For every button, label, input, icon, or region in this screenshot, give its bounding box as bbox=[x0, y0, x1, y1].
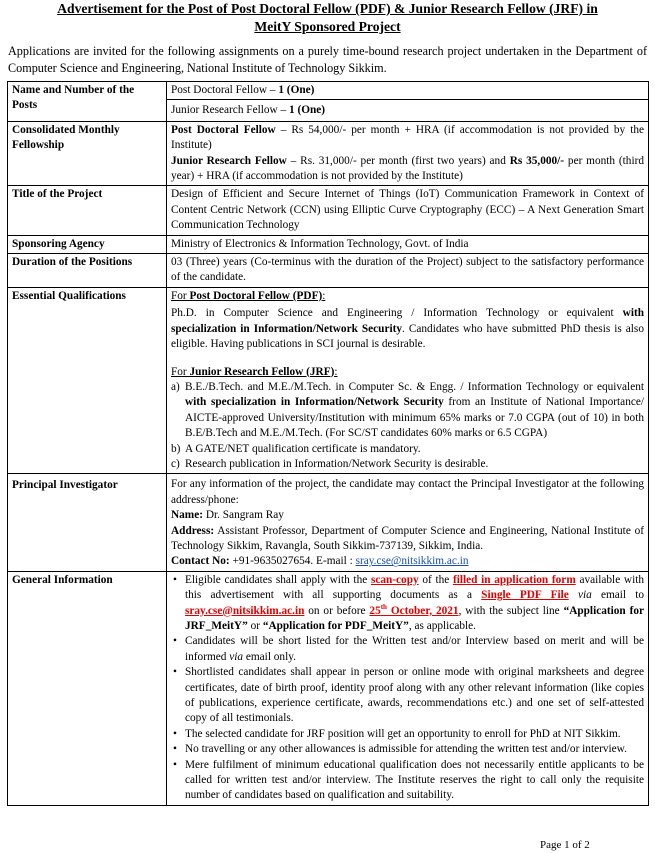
pdf-heading: For Post Doctoral Fellow (PDF): bbox=[171, 289, 326, 302]
list-item: • The selected candidate for JRF position will get an opportunity to enroll for PhD at NIT Sikkim. bbox=[185, 727, 644, 742]
value-general bbox=[167, 571, 649, 805]
page-footer: Page 1 of 2 bbox=[540, 839, 590, 851]
row-project bbox=[8, 186, 649, 235]
list-item: a) B.E./B.Tech. and M.E./M.Tech. in Computer Sc. & Engg. / Information Technology or equivalent with specialization in Information/Network Security from an Institute of National Importance/ AICTE-approved University/Institution with minimum 65% marks or 7.0 CGPA (out of 10) in both B.E/B.Tech and M.E./M.Tech. (For SC/ST candidates 60% marks or 6.5 CGPA) bbox=[171, 380, 645, 440]
pdf-qualification-text: Ph.D. in Computer Science and Engineering / Information Technology or equivalent with specialization in Information/Network Security. Candidates who have submitted PhD thesis is also eligible. Having publications in SCI journal is desirable. bbox=[171, 307, 644, 351]
value-posts bbox=[167, 82, 649, 122]
posts-pdf: Post Doctoral Fellow – 1 (One) bbox=[167, 82, 648, 100]
fellowship-pdf: Post Doctoral Fellow – Rs 54,000/- per month + HRA (if accommodation is not provided by the Institute) bbox=[171, 123, 644, 152]
value-pi bbox=[167, 474, 649, 571]
row-general bbox=[8, 571, 649, 805]
pi-name: Name: Dr. Sangram Ray bbox=[171, 509, 284, 522]
list-item: • Mere fulfilment of minimum educational qualification does not necessarily entitle applicants to be called for written test and/or interview. The Institute reserves the right to call only the requisite number of candidates based on qualification and suitability. bbox=[185, 758, 644, 804]
list-item: • Eligible candidates shall apply with the scan-copy of the filled in application form available with this advertisement with all supporting documents as a Single PDF File via email to sray.cse@nitsikkim.ac.in on or before 25th October, 2021, with the subject line “Application for JRF_MeitY” or “Application for PDF_MeitY”, as applicable. bbox=[185, 573, 644, 635]
value-project: Design of Efficient and Secure Internet of Things (IoT) Communication Framework in Context of Content Centric Network (CCN) using Elliptic Curve Cryptography (ECC) – A Next Generation Smart Communication Technology bbox=[167, 186, 649, 235]
list-item: • No travelling or any other allowances is admissible for attending the written test and/or interview. bbox=[185, 742, 644, 757]
value-duration: 03 (Three) years (Co-terminus with the duration of the Project) subject to the satisfactory performance of the candidate. bbox=[167, 254, 649, 288]
general-info-list bbox=[171, 573, 644, 804]
row-duration bbox=[8, 254, 649, 288]
value-agency: Ministry of Electronics & Information Technology, Govt. of India bbox=[167, 235, 649, 253]
posts-jrf: Junior Research Fellow – 1 (One) bbox=[171, 104, 326, 117]
value-fellowship bbox=[167, 121, 649, 186]
row-posts bbox=[8, 82, 649, 122]
row-agency bbox=[8, 235, 649, 253]
jrf-heading: For Junior Research Fellow (JRF): bbox=[171, 365, 338, 378]
label-fellowship: Consolidated Monthly Fellowship bbox=[8, 121, 167, 186]
row-qualifications bbox=[8, 287, 649, 473]
label-duration: Duration of the Positions bbox=[8, 254, 167, 288]
pi-email-link[interactable]: sray.cse@nitsikkim.ac.in bbox=[355, 555, 469, 568]
pi-address: Address: Assistant Professor, Department of Computer Science and Engineering, National Institute of Technology Sikkim, Ravangla, South Sikkim-737139, Sikkim, India. bbox=[171, 524, 644, 552]
intro-paragraph: Applications are invited for the following assignments on a purely time-bound research project undertaken in the Department of Computer Science and Engineering, National Institute of Technology Sikkim. bbox=[8, 44, 647, 75]
list-item: • Candidates will be short listed for the Written test and/or Interview based on merit and will be informed via email only. bbox=[185, 634, 644, 665]
value-qualifications bbox=[167, 287, 649, 473]
fellowship-jrf: Junior Research Fellow – Rs. 31,000/- per month (first two years) and Rs 35,000/- per month (third year) + HRA (if accommodation is not provided by the Institute) bbox=[171, 154, 644, 183]
title-line-2: MeitY Sponsored Project bbox=[254, 18, 401, 34]
pi-intro: For any information of the project, the candidate may contact the Principal Investigator at the following address/phone: bbox=[171, 478, 644, 506]
apply-email-link[interactable]: sray.cse@nitsikkim.ac.in bbox=[185, 604, 305, 617]
label-general: General Information bbox=[8, 571, 167, 805]
list-item: • Shortlisted candidates shall appear in person or online mode with original marksheets and degree certificates, date of birth proof, identity proof along with any other relevant information (like copies of publications, experience certificate, awards, recommendations etc.) and one set of self-attested copy of all testimonials. bbox=[185, 665, 644, 727]
document-title bbox=[0, 0, 655, 35]
list-item: c) Research publication in Information/Network Security is desirable. bbox=[171, 457, 489, 470]
title-line-1: Advertisement for the Post of Post Doctoral Fellow (PDF) & Junior Research Fellow (JRF) in bbox=[57, 1, 598, 16]
jrf-qualification-list bbox=[171, 380, 644, 472]
details-table bbox=[7, 81, 649, 806]
row-fellowship bbox=[8, 121, 649, 186]
label-project: Title of the Project bbox=[8, 186, 167, 235]
row-pi bbox=[8, 474, 649, 571]
label-agency: Sponsoring Agency bbox=[8, 235, 167, 253]
label-pi: Principal Investigator bbox=[8, 474, 167, 571]
pi-contact: Contact No: +91-9635027654. E-mail : sray.cse@nitsikkim.ac.in bbox=[171, 555, 469, 568]
list-item: b) A GATE/NET qualification certificate is mandatory. bbox=[171, 442, 421, 455]
label-qualifications: Essential Qualifications bbox=[8, 287, 167, 473]
label-posts: Name and Number of the Posts bbox=[8, 82, 167, 122]
